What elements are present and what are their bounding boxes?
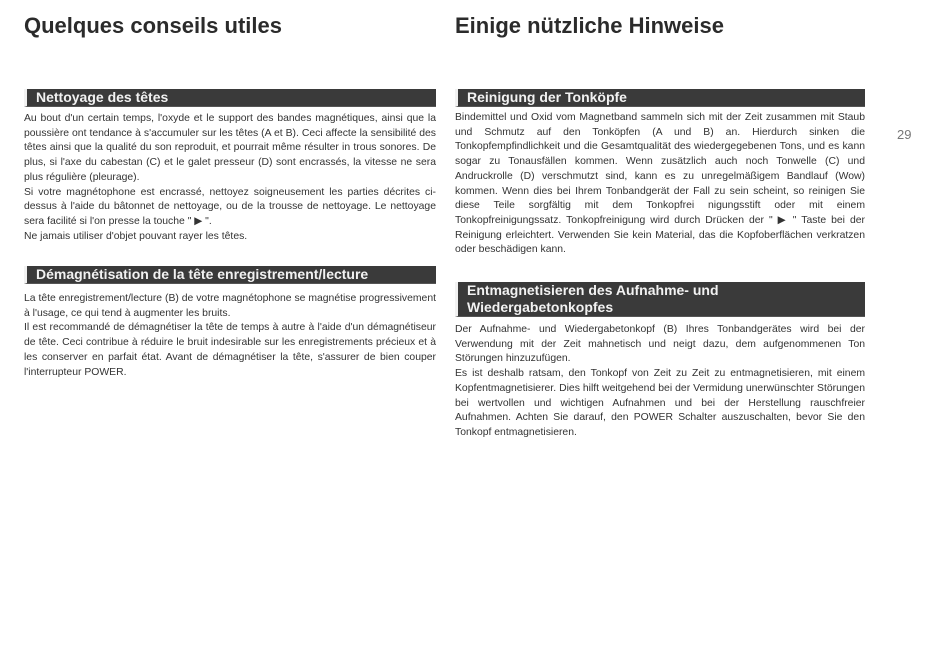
paragraph: Bindemittel und Oxid vom Magnetband sammeln sich mit der Zeit zusammen mit Staub und Schmutz auf den Tonköpfen (A und B) an. Hierdurch sinken die Tonkopfempfindlichkeit und die Gesamtqualität des wiedergegebenen Tons, und es kann sogar zu Tonausfällen kommen. Wenn zusätzlich auch noch Tonwelle (C) und Andruckrolle (D) verschmutzt sind, kann es zu unregelmäßigem Bandlauf (Wow) kommen. Wenn dies bei Ihrem Tonbandgerät der Fall zu sein scheint, so reinigen Sie diese Teile sorgfältig mit dem Tonkopfrei nigungsstift oder mit einem Tonkopfreinigungssatz. Tonkopfreinigung wird durch Drücken der " ▶ " Taste bei der Reinigung erleichtert. Verwenden Sie kein Material, das die Kopfoberflächen verkratzen oder beschädigen kann. [455, 112, 865, 256]
page-number: 29 [897, 127, 912, 142]
section-body-demagnetize-de [455, 323, 865, 441]
paragraph: La tête enregistrement/lecture (B) de votre magnétophone se magnétise progressivement à l'usage, ce qui tend à augmenter les bruits. [24, 293, 436, 319]
section-heading-demagnetize-de [455, 282, 865, 317]
paragraph: Il est recommandé de démagnétiser la tête de temps à autre à l'aide d'un démagnétiseur de tête. Ceci contribue à réduire le bruit indesirable sur les enregistrements précieux et à les conserver en parfait état. Avant de démagnétiser la tête, s'assurer de bien couper l'interrupteur POWER. [24, 322, 436, 378]
heading-line: Entmagnetisieren des Aufnahme- und [467, 282, 719, 298]
paragraph: Au bout d'un certain temps, l'oxyde et le support des bandes magnétiques, ainsi que la poussière ont tendance à s'accumuler sur les têtes (A et B). Ceci affecte la sensibilité des têtes ainsi que la qualité du son reproduit, et pourrait même résulter in trous sonores. De plus, si l'axe du cabestan (C) et le galet presseur (D) sont encrassés, la vitesse ne sera plus régulière (pleurage). [24, 113, 436, 183]
page-title-german: Einige nützliche Hinweise [455, 13, 724, 38]
section-heading-demagnetize-fr: Démagnétisation de la tête enregistrement/lecture [24, 266, 436, 284]
section-heading-head-cleaning-de: Reinigung der Tonköpfe [455, 89, 865, 107]
paragraph: Der Aufnahme- und Wiedergabetonkopf (B) Ihres Tonbandgerätes wird bei der Verwendung mit der Zeit mahnetisch und neigt dazu, dem aufgenommenen Ton Störungen hinzuzufügen. [455, 324, 865, 365]
section-body-demagnetize-fr [24, 292, 436, 380]
section-body-head-cleaning-fr [24, 112, 436, 244]
section-heading-head-cleaning-fr: Nettoyage des têtes [24, 89, 436, 107]
paragraph: Ne jamais utiliser d'objet pouvant rayer les têtes. [24, 230, 248, 242]
paragraph: Si votre magnétophone est encrassé, nettoyez soigneusement les parties décrites ci-dessus à l'aide du bâtonnet de nettoyage, ou de la trousse de nettoyage. Le nettoyage sera facilité si l'on presse la touche " ▶ ". [24, 186, 436, 227]
paragraph: Es ist deshalb ratsam, den Tonkopf von Zeit zu Zeit zu entmagnetisieren, mit einem Kopfentmagnetisierer. Dies hilft weitgehend bei der Vermidung unerwünschter Störungen bei wertvollen und wichtigen Aufnahmen und bei der Herstellung rauschfreier Aufnahmen. Achten Sie darauf, den POWER Schalter auszuschalten, bevor Sie den Tonkopf entmagnetisieren. [455, 368, 865, 438]
section-body-head-cleaning-de [455, 111, 865, 258]
heading-line: Wiedergabetonkopfes [467, 299, 614, 315]
page-title-french: Quelques conseils utiles [24, 13, 282, 38]
